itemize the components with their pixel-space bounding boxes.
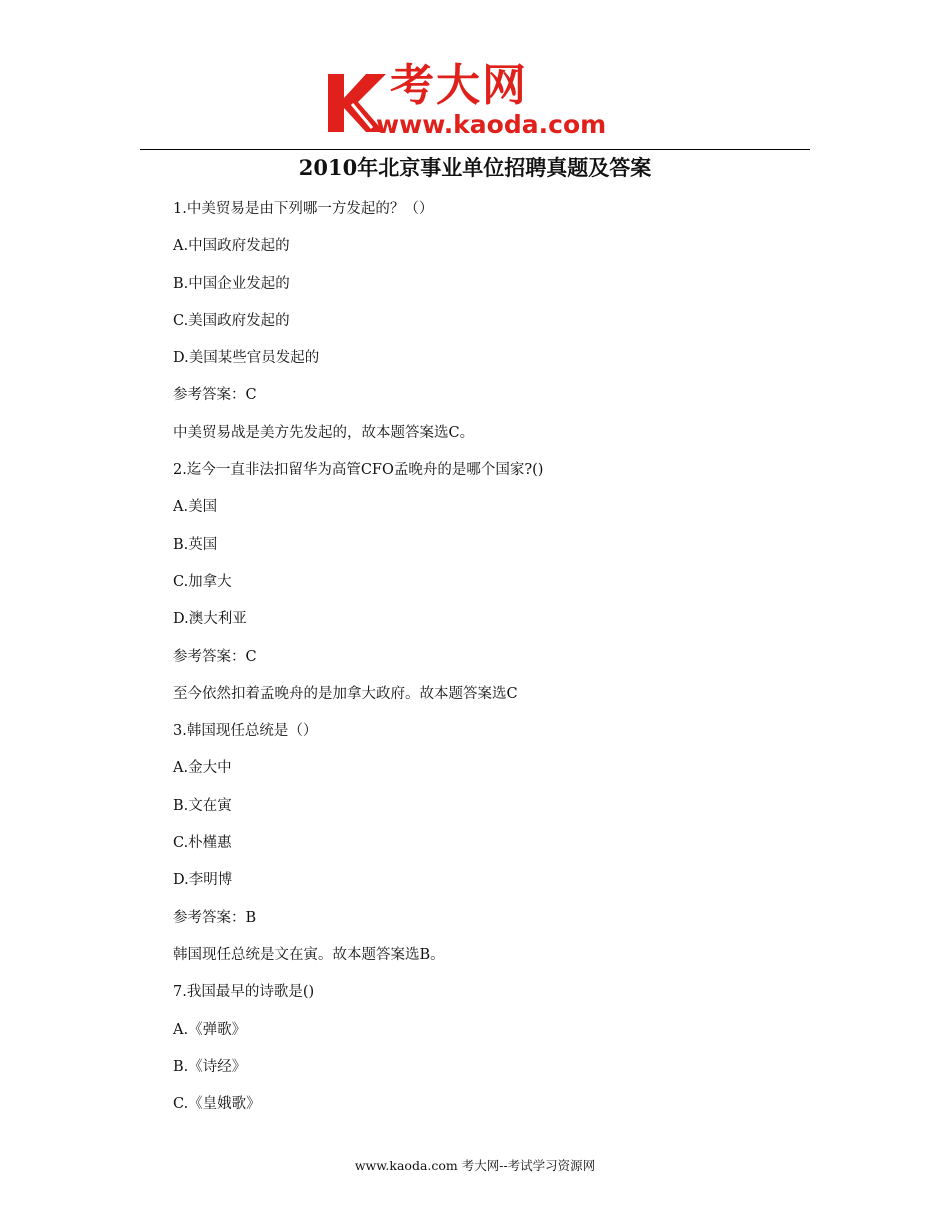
question-3-option-d: D.李明博 xyxy=(173,872,233,889)
question-2-option-b: B.英国 xyxy=(173,536,218,553)
question-7-option-b: B.《诗经》 xyxy=(173,1058,247,1075)
page-title: 2010年北京事业单位招聘真题及答案 xyxy=(298,155,652,180)
question-1-explanation: 中美贸易战是美方先发起的，故本题答案选C。 xyxy=(173,424,475,441)
question-7-text: 7.我国最早的诗歌是() xyxy=(173,984,315,1001)
logo-chinese-text: 考大网 xyxy=(390,60,528,111)
question-7-option-c: C.《皇娥歌》 xyxy=(173,1096,261,1113)
question-3-text: 3.韩国现任总统是（） xyxy=(173,723,318,740)
question-1-option-a: A.中国政府发起的 xyxy=(173,238,290,255)
question-2-answer: 参考答案：C xyxy=(173,648,257,665)
question-3-answer: 参考答案：B xyxy=(173,909,257,926)
question-3-option-c: C.朴槿惠 xyxy=(173,835,232,852)
logo-url-text: www.kaoda.com xyxy=(376,110,607,139)
question-1-option-c: C.美国政府发起的 xyxy=(173,312,290,329)
question-3-option-a: A.金大中 xyxy=(173,760,232,777)
document-body xyxy=(173,199,813,1131)
question-1-option-b: B.中国企业发起的 xyxy=(173,275,290,292)
question-1-option-d: D.美国某些官员发起的 xyxy=(173,350,320,367)
question-2-text: 2.迄今一直非法扣留华为高管CFO孟晚舟的是哪个国家?() xyxy=(173,462,544,479)
question-3-explanation: 韩国现任总统是文在寅。故本题答案选B。 xyxy=(173,946,445,963)
question-7-option-a: A.《弹歌》 xyxy=(173,1021,247,1038)
header-divider xyxy=(140,149,810,150)
kaoda-logo xyxy=(322,60,637,142)
question-2-option-d: D.澳大利亚 xyxy=(173,611,247,628)
question-3-option-b: B.文在寅 xyxy=(173,797,232,814)
question-2-option-a: A.美国 xyxy=(173,499,218,516)
question-1-text: 1.中美贸易是由下列哪一方发起的？（） xyxy=(173,201,434,217)
question-2-option-c: C.加拿大 xyxy=(173,573,232,590)
question-1-answer: 参考答案：C xyxy=(173,387,257,404)
question-2-explanation: 至今依然扣着孟晚舟的是加拿大政府。故本题答案选C xyxy=(173,685,518,702)
page-footer: www.kaoda.com 考大网--考试学习资源网 xyxy=(354,1158,596,1173)
